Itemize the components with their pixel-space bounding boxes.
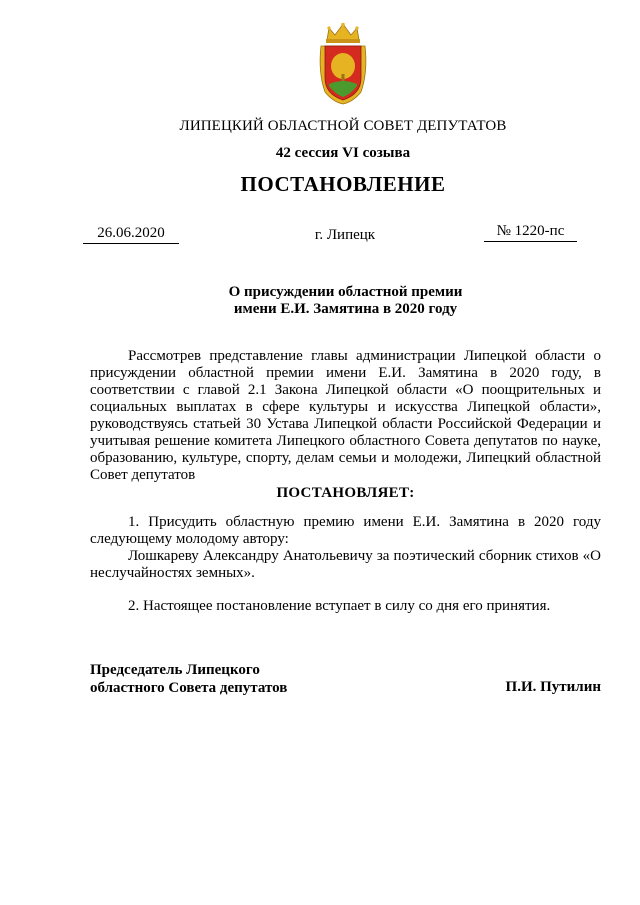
session-label: 42 сессия VI созыва <box>275 145 411 161</box>
signatory-position-line-1: Председатель Липецкого <box>90 662 260 678</box>
document-city: г. Липецк <box>314 227 376 243</box>
document-type-title: ПОСТАНОВЛЕНИЕ <box>240 172 446 196</box>
document-subject <box>90 284 601 318</box>
item-1-paragraph: 1. Присудить областную премию имени Е.И. Замятина в 2020 году следующему молодому автору: <box>90 514 601 547</box>
signatory-position-line-2: областного Совета депутатов <box>90 680 288 696</box>
signatory-position <box>90 661 287 697</box>
item-2-paragraph: 2. Настоящее постановление вступает в силу со дня его принятия. <box>128 598 551 614</box>
resolves-heading: ПОСТАНОВЛЯЕТ: <box>276 485 415 501</box>
subject-line-2: имени Е.И. Замятина в 2020 году <box>233 301 458 317</box>
document-number: № 1220-пс <box>484 223 577 242</box>
document-date: 26.06.2020 <box>83 225 179 244</box>
subject-line-1: О присуждении областной премии <box>228 284 463 300</box>
item-1-detail-paragraph: Лошкареву Александру Анатольевичу за поэтический сборник стихов «О неслучайностях земных». <box>90 548 601 581</box>
signatory-name: П.И. Путилин <box>505 679 601 695</box>
organization-name: ЛИПЕЦКИЙ ОБЛАСТНОЙ СОВЕТ ДЕПУТАТОВ <box>179 118 507 134</box>
coat-of-arms-icon <box>315 22 371 106</box>
intro-paragraph: Рассмотрев представление главы администрации Липецкой области о присуждении областной премии имени Е.И. Замятина в 2020 году, в соответствии с главой 2.1 Закона Липецкой области «О поощрительных и социальных выплатах в сфере культуры и искусства Липецкой области», руководствуясь статьей 30 Устава Липецкой области Российской Федерации и учитывая решение комитета Липецкого областного Совета депутатов по науке, образованию, культуре, спорту, делам семьи и молодежи, Липецкий областной Совет депутатов <box>90 348 601 483</box>
